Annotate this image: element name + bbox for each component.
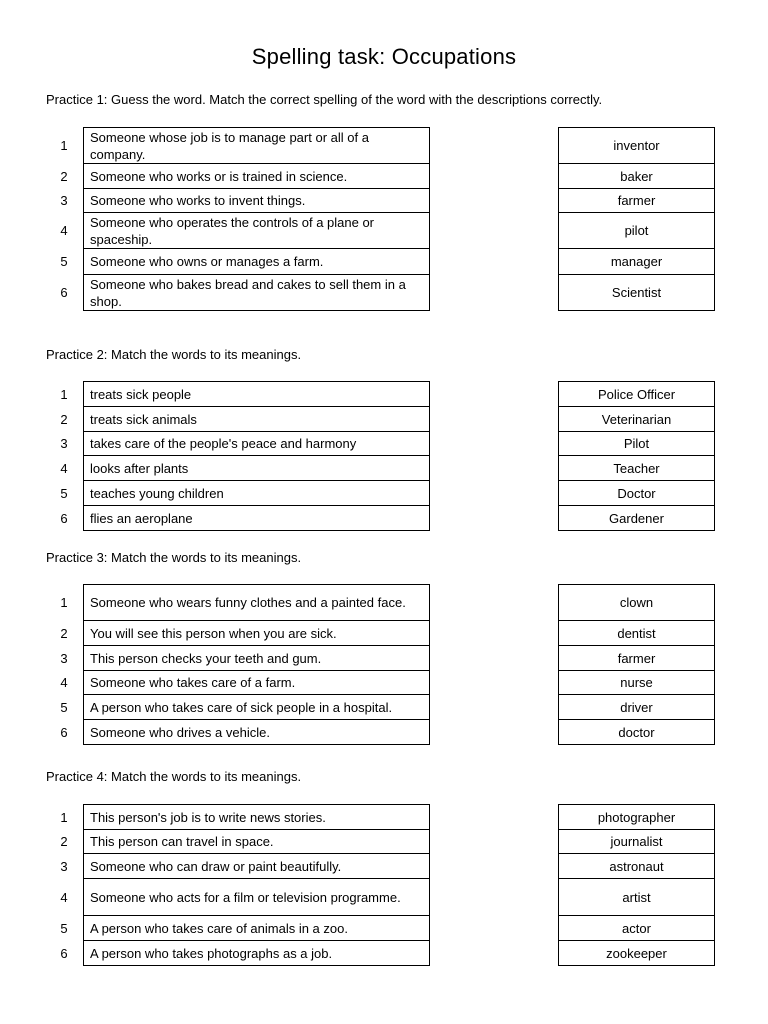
table-row bbox=[0, 804, 768, 830]
page-title: Spelling task: Occupations bbox=[251, 44, 517, 69]
word-cell: driver bbox=[558, 694, 715, 720]
table-row bbox=[0, 212, 768, 249]
practice-4-instruction: Practice 4: Match the words to its meanings. bbox=[46, 769, 302, 784]
table-row bbox=[0, 127, 768, 164]
table-row bbox=[0, 620, 768, 646]
row-number: 6 bbox=[60, 510, 68, 526]
description-cell: Someone who takes care of a farm. bbox=[83, 670, 430, 695]
row-number: 3 bbox=[60, 650, 68, 666]
row-number: 6 bbox=[60, 724, 68, 740]
word-cell: Veterinarian bbox=[558, 406, 715, 432]
word-cell: Police Officer bbox=[558, 381, 715, 407]
word-cell: farmer bbox=[558, 188, 715, 213]
table-row bbox=[0, 480, 768, 506]
table-row bbox=[0, 915, 768, 941]
table-row bbox=[0, 694, 768, 720]
description-cell: Someone who bakes bread and cakes to sell them in a shop. bbox=[83, 274, 430, 311]
practice-2-instruction: Practice 2: Match the words to its meanings. bbox=[46, 347, 302, 362]
description-cell: This person's job is to write news stories. bbox=[83, 804, 430, 830]
row-number: 3 bbox=[60, 858, 68, 874]
table-row bbox=[0, 878, 768, 916]
table-row bbox=[0, 505, 768, 531]
practice-3-instruction: Practice 3: Match the words to its meanings. bbox=[46, 550, 302, 565]
table-row bbox=[0, 584, 768, 621]
description-cell: A person who takes care of animals in a zoo. bbox=[83, 915, 430, 941]
row-number: 1 bbox=[60, 138, 68, 153]
description-cell: You will see this person when you are sick. bbox=[83, 620, 430, 646]
table-row bbox=[0, 163, 768, 189]
word-cell: nurse bbox=[558, 670, 715, 695]
row-number: 4 bbox=[60, 223, 68, 238]
word-cell: zookeeper bbox=[558, 940, 715, 966]
row-number: 3 bbox=[60, 193, 68, 208]
row-number: 4 bbox=[60, 889, 68, 905]
word-cell: doctor bbox=[558, 719, 715, 745]
description-cell: Someone who works or is trained in science. bbox=[83, 163, 430, 189]
description-cell: A person who takes photographs as a job. bbox=[83, 940, 430, 966]
word-cell: farmer bbox=[558, 645, 715, 671]
word-cell: photographer bbox=[558, 804, 715, 830]
description-cell: Someone who can draw or paint beautifully. bbox=[83, 853, 430, 879]
table-row bbox=[0, 431, 768, 456]
row-number: 5 bbox=[60, 254, 68, 269]
table-row bbox=[0, 645, 768, 671]
row-number: 5 bbox=[60, 920, 68, 936]
description-cell: teaches young children bbox=[83, 480, 430, 506]
word-cell: Doctor bbox=[558, 480, 715, 506]
description-cell: A person who takes care of sick people in a hospital. bbox=[83, 694, 430, 720]
word-cell: Scientist bbox=[558, 274, 715, 311]
row-number: 1 bbox=[60, 386, 68, 402]
description-cell: Someone who wears funny clothes and a painted face. bbox=[83, 584, 430, 621]
description-cell: Someone who drives a vehicle. bbox=[83, 719, 430, 745]
description-cell: This person checks your teeth and gum. bbox=[83, 645, 430, 671]
table-row bbox=[0, 406, 768, 432]
row-number: 1 bbox=[60, 595, 68, 610]
word-cell: Pilot bbox=[558, 431, 715, 456]
word-cell: journalist bbox=[558, 829, 715, 854]
row-number: 3 bbox=[60, 436, 68, 451]
description-cell: Someone whose job is to manage part or all of a company. bbox=[83, 127, 430, 164]
description-cell: Someone who owns or manages a farm. bbox=[83, 248, 430, 275]
table-row bbox=[0, 829, 768, 854]
word-cell: artist bbox=[558, 878, 715, 916]
row-number: 2 bbox=[60, 411, 68, 427]
word-cell: Gardener bbox=[558, 505, 715, 531]
row-number: 2 bbox=[60, 168, 68, 184]
word-cell: actor bbox=[558, 915, 715, 941]
description-cell: takes care of the people's peace and harmony bbox=[83, 431, 430, 456]
word-cell: Teacher bbox=[558, 455, 715, 481]
row-number: 2 bbox=[60, 834, 68, 849]
row-number: 4 bbox=[60, 675, 68, 690]
table-row bbox=[0, 940, 768, 966]
table-row bbox=[0, 381, 768, 407]
table-row bbox=[0, 719, 768, 745]
table-row bbox=[0, 670, 768, 695]
word-cell: astronaut bbox=[558, 853, 715, 879]
row-number: 2 bbox=[60, 625, 68, 641]
table-row bbox=[0, 188, 768, 213]
word-cell: dentist bbox=[558, 620, 715, 646]
word-cell: manager bbox=[558, 248, 715, 275]
description-cell: looks after plants bbox=[83, 455, 430, 481]
practice-1-instruction: Practice 1: Guess the word. Match the correct spelling of the word with the descriptions correctly. bbox=[46, 92, 603, 107]
table-row bbox=[0, 248, 768, 275]
table-row bbox=[0, 853, 768, 879]
description-cell: treats sick animals bbox=[83, 406, 430, 432]
word-cell: pilot bbox=[558, 212, 715, 249]
description-cell: Someone who acts for a film or television programme. bbox=[83, 878, 430, 916]
description-cell: treats sick people bbox=[83, 381, 430, 407]
word-cell: baker bbox=[558, 163, 715, 189]
row-number: 1 bbox=[60, 809, 68, 825]
description-cell: flies an aeroplane bbox=[83, 505, 430, 531]
row-number: 5 bbox=[60, 485, 68, 501]
word-cell: inventor bbox=[558, 127, 715, 164]
description-cell: Someone who works to invent things. bbox=[83, 188, 430, 213]
row-number: 6 bbox=[60, 945, 68, 961]
word-cell: clown bbox=[558, 584, 715, 621]
description-cell: This person can travel in space. bbox=[83, 829, 430, 854]
row-number: 6 bbox=[60, 285, 68, 300]
table-row bbox=[0, 274, 768, 311]
row-number: 4 bbox=[60, 460, 68, 476]
description-cell: Someone who operates the controls of a plane or spaceship. bbox=[83, 212, 430, 249]
row-number: 5 bbox=[60, 699, 68, 715]
table-row bbox=[0, 455, 768, 481]
